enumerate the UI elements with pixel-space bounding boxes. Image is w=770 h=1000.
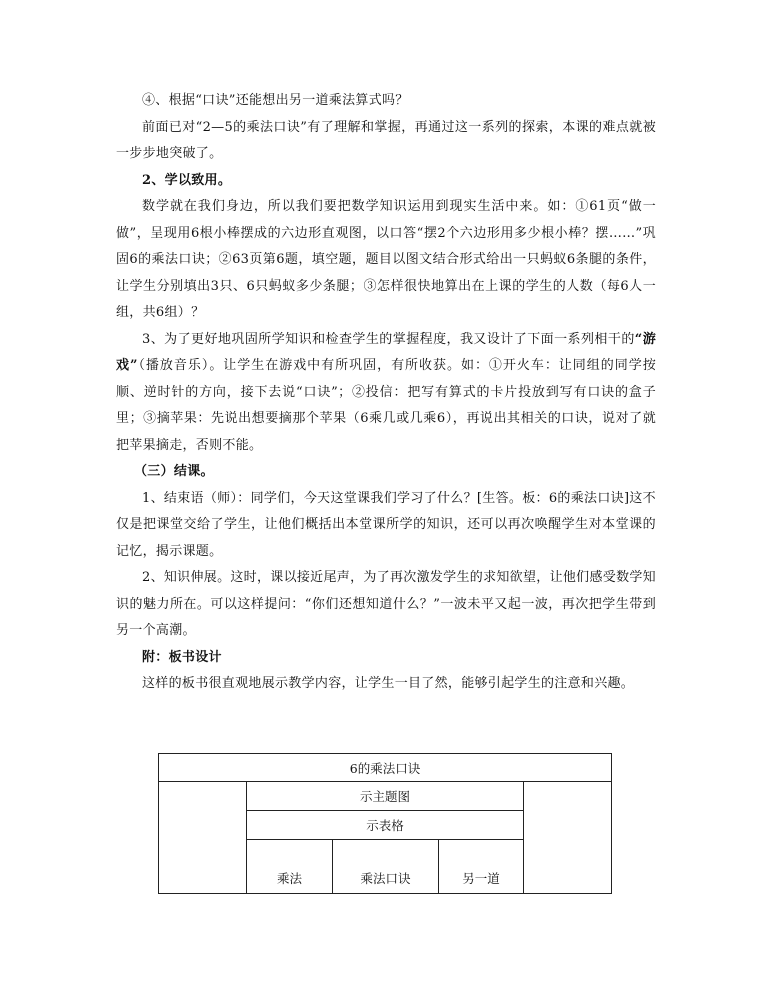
document-body: [116, 88, 656, 698]
board-left-column: [158, 781, 247, 894]
paragraph-6: 2、知识伸展。这时，课以接近尾声，为了再次激发学生的求知欲望，让他们感受数学知识的魅力所在。可以这样提问：“你们还想知道什么？”一波未平又起一波，再次把学生带到另一个高潮。: [116, 570, 656, 638]
paragraph-4-post: （播放音乐）。让学生在游戏中有所巩固，有所收获。如：①开火车：让同组的同学按顺、逆时针的方向，接下去说“口诀”；②投信：把写有算式的卡片投放到写有口诀的盒子里；③摘苹果：先说出想要摘那个苹果（6乘几或几乘6），再说出其相关的口诀，说对了就把苹果摘走，否则不能。: [116, 358, 657, 453]
paragraph-5: 1、结束语（师）：同学们，今天这堂课我们学习了什么？[生答。板：6的乘法口诀]这不仅是把课堂交给了学生，让他们概括出本堂课所学的知识，还可以再次唤醒学生对本堂课的记忆，揭示课题。: [116, 490, 656, 559]
section-heading-apply: 2、学以致用。: [142, 172, 232, 188]
paragraph-7: 这样的板书很直观地展示教学内容，让学生一目了然，能够引起学生的注意和兴趣。: [142, 676, 635, 691]
paragraph-2: 前面已对“2—5的乘法口诀”有了理解和掌握，再通过这一系列的探索，本课的难点就被一步步地突破了。: [116, 119, 656, 161]
board-cell-multiplication: 乘法: [246, 839, 333, 894]
paragraph-4: [116, 327, 656, 460]
board-title: 6的乘法口诀: [158, 753, 612, 782]
board-right-column: [523, 781, 612, 894]
section-heading-board: 附：板书设计: [142, 649, 222, 665]
paragraph-3: 数学就在我们身边，所以我们要把数学知识运用到现实生活中来。如：①61页“做一做”，呈现用6根小棒摆成的六边形直观图，以口答“摆2个六边形用多少根小棒？摆……”巩固6的乘法口诀；②63页第6题，填空题，题目以图文结合形式给出一只蚂蚁6条腿的条件，让学生分别填出3只、6只蚂蚁多少条腿；③怎样很快地算出在上课的学生的人数（每6人一组，共6组）？: [116, 199, 656, 320]
paragraph-4-game: “游戏”: [116, 331, 657, 373]
paragraph-4-pre: 3、为了更好地巩固所学知识和检查学生的掌握程度，我又设计了下面一系列相干的: [142, 331, 635, 347]
board-cell-rhyme: 乘法口诀: [332, 839, 439, 894]
section-heading-conclusion: （三）结课。: [134, 464, 214, 479]
board-cell-another: 另一道: [438, 839, 524, 894]
paragraph-1: ④、根据“口诀”还能想出另一道乘法算式吗？: [142, 93, 409, 108]
board-design-table: [158, 753, 612, 894]
board-row-theme: 示主题图: [246, 781, 524, 811]
board-row-table: 示表格: [246, 810, 524, 840]
